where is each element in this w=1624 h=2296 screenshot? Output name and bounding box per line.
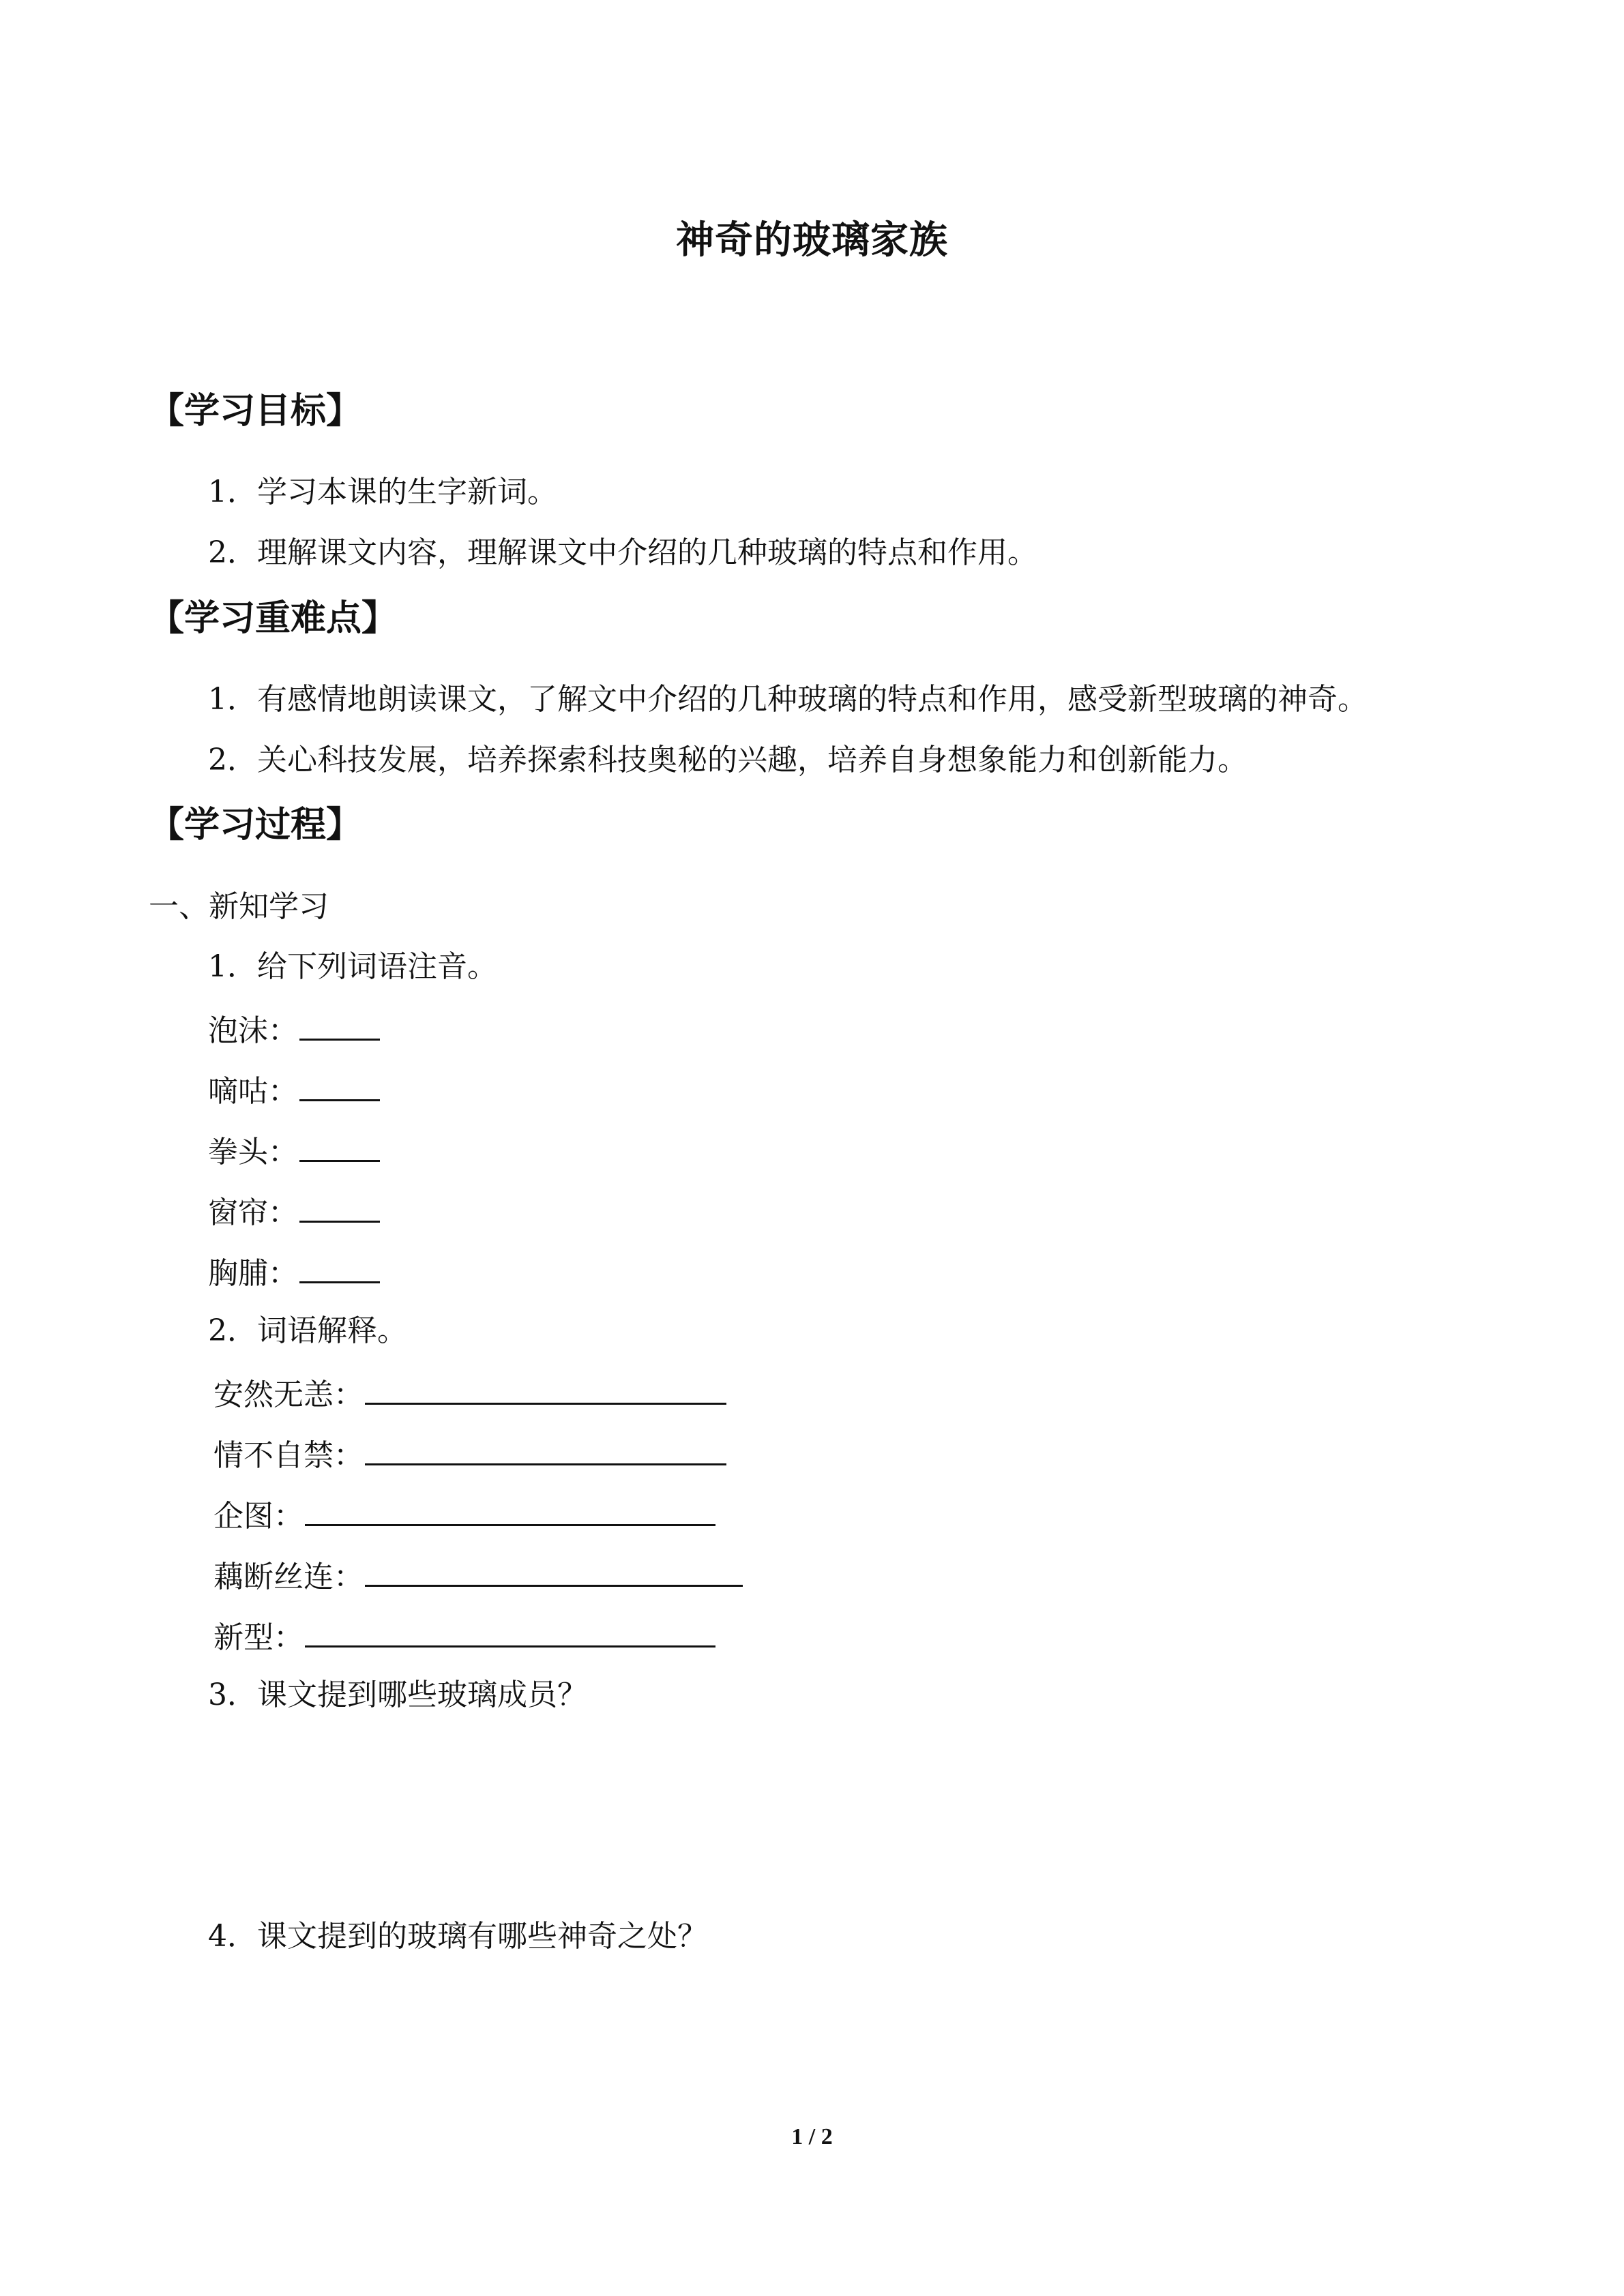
pinyin-row: [208, 1007, 380, 1052]
answer-blank[interactable]: [299, 1007, 380, 1041]
question-2-prompt: 2．词语解释。: [208, 1313, 407, 1348]
answer-blank[interactable]: [365, 1432, 726, 1465]
definition-row: [213, 1371, 726, 1416]
word-label: 窗帘：: [208, 1195, 298, 1230]
pinyin-row: [208, 1250, 380, 1294]
answer-blank[interactable]: [299, 1189, 380, 1223]
question-4-prompt: 4．课文提到的玻璃有哪些神奇之处？: [208, 1919, 707, 1954]
heading-objectives: 【学习目标】: [149, 391, 362, 432]
word-label: 拳头：: [208, 1135, 298, 1169]
definition-row: [213, 1553, 743, 1598]
answer-blank[interactable]: [305, 1493, 715, 1526]
answer-blank[interactable]: [299, 1129, 380, 1162]
question-3-prompt: 3．课文提到哪些玻璃成员？: [208, 1678, 587, 1712]
word-label: 企图：: [213, 1499, 304, 1534]
heading-key-points: 【学习重难点】: [149, 598, 398, 639]
word-label: 嘀咕：: [208, 1074, 298, 1109]
answer-blank[interactable]: [299, 1068, 380, 1101]
objective-item-2: 2．理解课文内容，理解课文中介绍的几种玻璃的特点和作用。: [208, 535, 1037, 570]
pinyin-row: [208, 1068, 380, 1112]
word-label: 藕断丝连：: [213, 1560, 364, 1594]
objective-item-1: 1．学习本课的生字新词。: [208, 475, 557, 509]
key-point-item-1: 1．有感情地朗读课文，了解文中介绍的几种玻璃的特点和作用，感受新型玻璃的神奇。: [208, 682, 1368, 717]
definition-row: [213, 1493, 715, 1537]
word-label: 胸脯：: [208, 1256, 298, 1291]
word-label: 泡沫：: [208, 1013, 298, 1048]
key-point-item-2: 2．关心科技发展，培养探索科技奥秘的兴趣，培养自身想象能力和创新能力。: [208, 743, 1247, 777]
page-title: 神奇的玻璃家族: [676, 218, 948, 263]
word-label: 新型：: [213, 1620, 304, 1655]
question-1-prompt: 1．给下列词语注音。: [208, 949, 497, 984]
word-label: 安然无恙：: [213, 1377, 364, 1412]
answer-blank[interactable]: [305, 1614, 715, 1648]
pinyin-row: [208, 1189, 380, 1234]
pinyin-row: [208, 1129, 380, 1173]
question-3-answer-area[interactable]: [208, 1725, 1436, 1896]
answer-blank[interactable]: [365, 1553, 743, 1587]
answer-blank[interactable]: [365, 1371, 726, 1405]
question-4-answer-area[interactable]: [208, 1967, 1436, 2103]
definition-row: [213, 1432, 726, 1476]
page-number: 1 / 2: [791, 2124, 833, 2149]
definition-row: [213, 1614, 715, 1658]
word-label: 情不自禁：: [213, 1438, 364, 1473]
heading-process: 【学习过程】: [149, 805, 362, 846]
part-one-heading: 一、新知学习: [149, 889, 329, 924]
answer-blank[interactable]: [299, 1250, 380, 1283]
